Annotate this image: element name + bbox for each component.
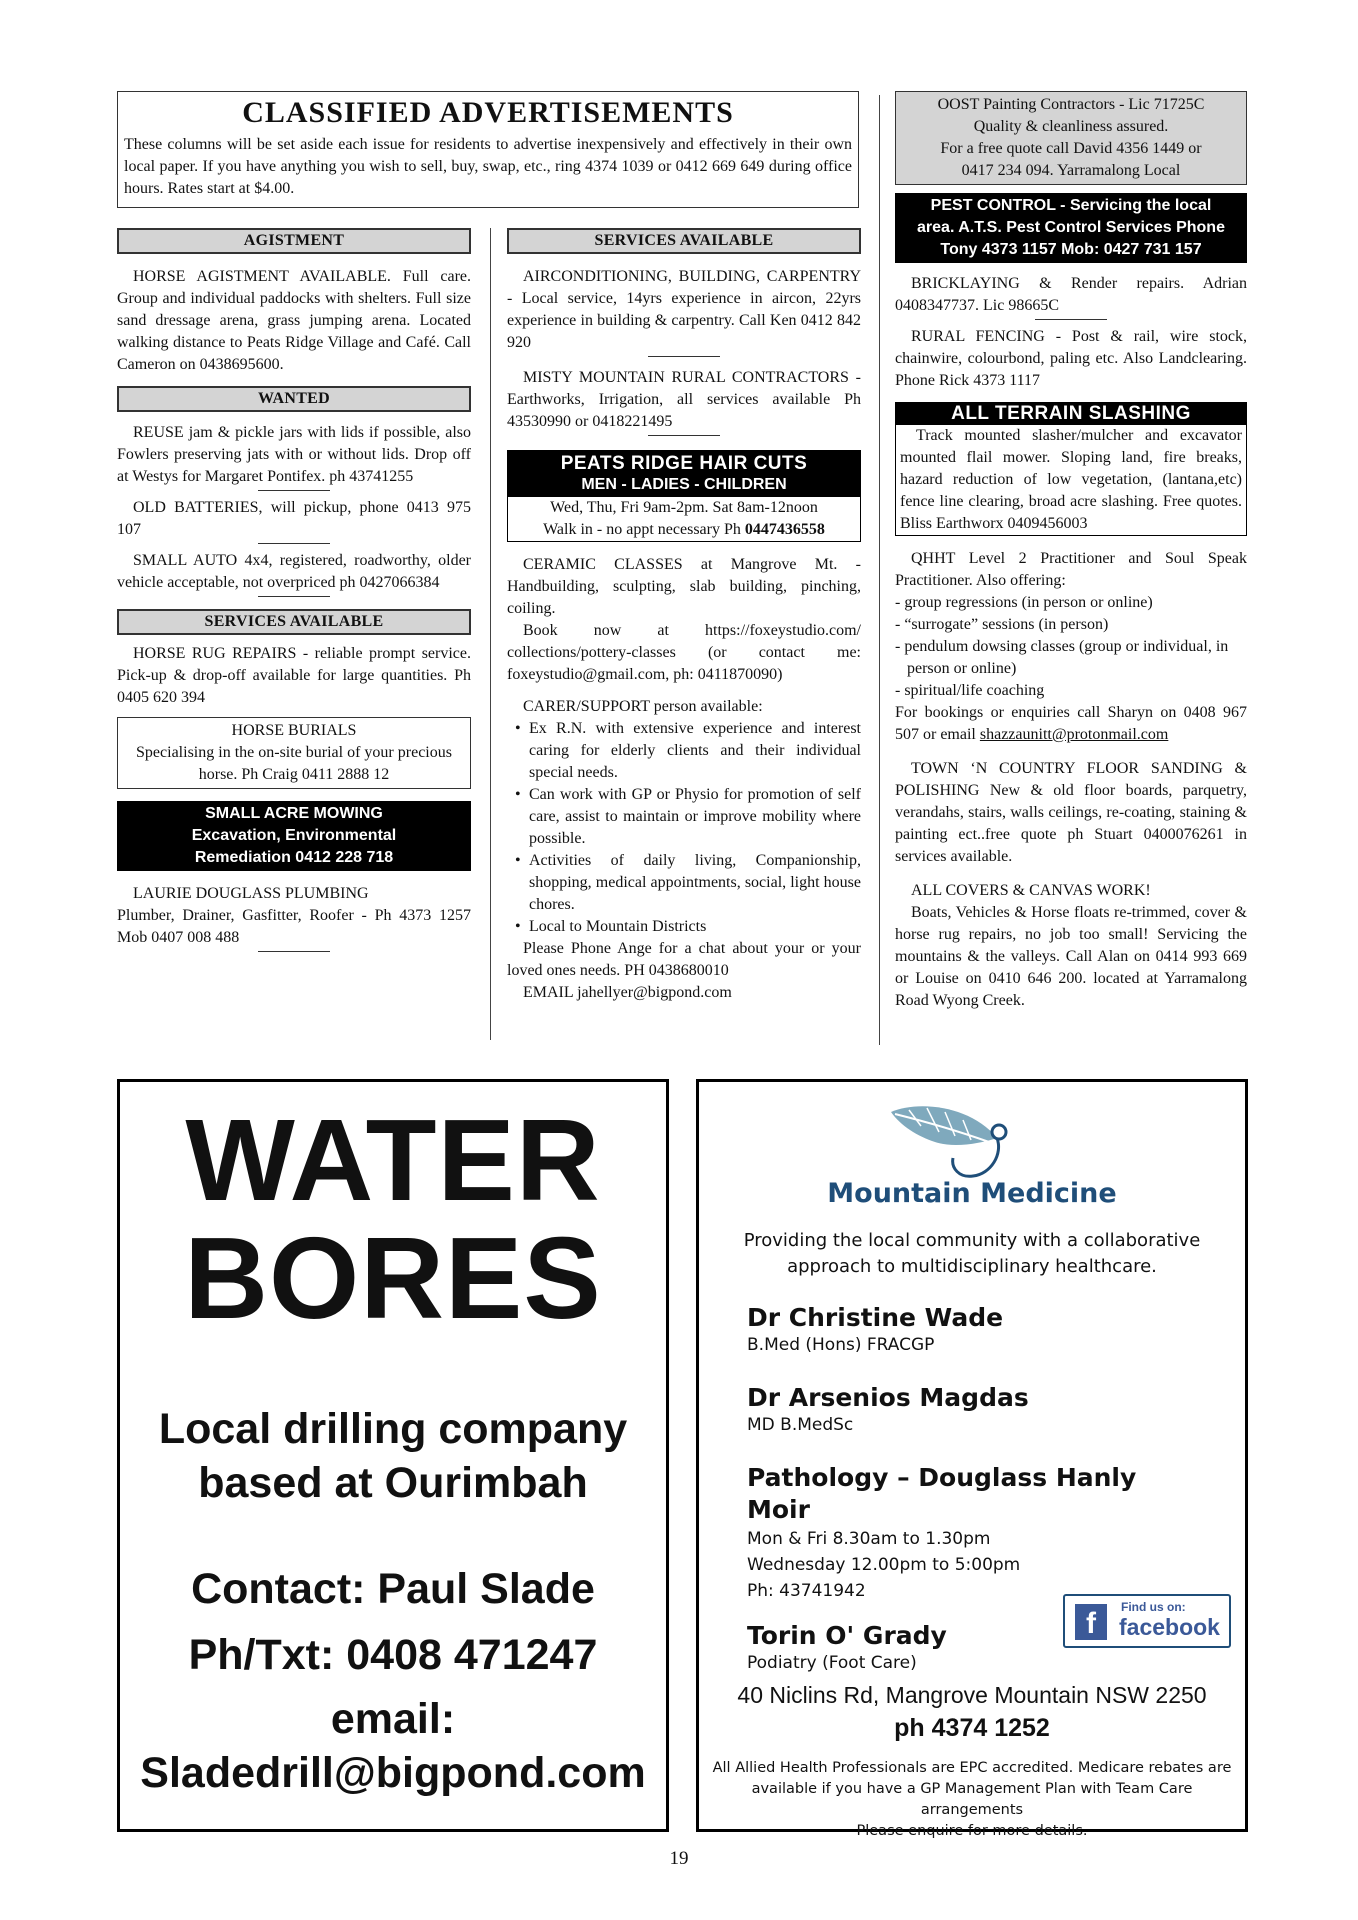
pathology-phone: Ph: 43741942 <box>747 1581 866 1601</box>
water-bores-contact: Contact: Paul Slade <box>191 1565 595 1613</box>
pest-line-1: PEST CONTROL - Servicing the local <box>930 197 1212 214</box>
aircon-ad: AIRCONDITIONING, BUILDING, CARPENTRY - Local service, 14yrs experience in aircon, 22yrs experience in building & carpentry. Call Ken 0412 842 920 <box>507 268 861 351</box>
qhht-email[interactable]: shazzaunitt@protonmail.com <box>979 726 1169 743</box>
slashing-text: Track mounted slasher/mulcher and excavator mounted flail mower. Sloping land, fire breaks, hazard reduction of low vegetation, (lantana,etc) fence line clearing, broad acre slashing. Free quotes. Bliss Earthworx 0409456003 <box>900 427 1242 532</box>
ceramic-ad: CERAMIC CLASSES at Mangrove Mt. - Handbuilding, sculpting, slab building, pinching, coiling. <box>507 556 861 617</box>
wanted-ad-batteries: OLD BATTERIES, will pickup, phone 0413 975 107 <box>117 499 471 538</box>
pathology-hours-2: Wednesday 12.00pm to 5:00pm <box>747 1555 1021 1575</box>
covers-title: ALL COVERS & CANVAS WORK! <box>911 882 1151 899</box>
horse-burials-box <box>117 717 471 789</box>
water-bores-line-1: Local drilling company <box>158 1405 628 1453</box>
carer-phone: Please Phone Ange for a chat about your or your loved ones needs. PH 0438680010 <box>507 940 861 979</box>
mountain-medicine-tagline <box>699 1228 1245 1280</box>
carer-email: EMAIL jahellyer@bigpond.com <box>523 984 732 1001</box>
list-item: • Activities of daily living, Companionship, shopping, medical appointments, social, light house chores. <box>529 850 861 916</box>
water-bores-email: Sladedrill@bigpond.com <box>140 1749 646 1797</box>
medicine-phone: ph 4374 1252 <box>894 1714 1050 1742</box>
footer-line-3: Please enquire for more details. <box>856 1823 1088 1839</box>
classified-title: CLASSIFIED ADVERTISEMENTS <box>242 96 734 129</box>
list-item: • Local to Mountain Districts <box>529 916 861 938</box>
hair-cuts-phone: 0447436558 <box>744 521 825 538</box>
footer-line-1: All Allied Health Professionals are EPC accredited. Medicare rebates are <box>712 1760 1232 1776</box>
wanted-ad-jars: REUSE jam & pickle jars with lids if possible, also Fowlers preserving jats with or without lids. Drop off at Westys for Margaret Pontifex. ph 43741255 <box>117 424 471 485</box>
plumbing-title: LAURIE DOUGLASS PLUMBING <box>133 885 369 902</box>
services-header-col2: SERVICES AVAILABLE <box>507 228 861 254</box>
carer-list <box>507 718 861 938</box>
hair-cuts-subtitle: MEN - LADIES - CHILDREN <box>581 476 787 493</box>
mowing-line-3: Remediation 0412 228 718 <box>194 849 394 866</box>
oost-line-3: For a free quote call David 4356 1449 or <box>940 140 1202 157</box>
misty-mountain-ad: MISTY MOUNTAIN RURAL CONTRACTORS - Earthworks, Irrigation, all services available Ph 43530990 or 0418221495 <box>507 369 861 430</box>
oost-line-4: 0417 234 094. Yarramalong Local <box>961 162 1181 179</box>
list-item: - pendulum dowsing classes (group or individual, in person or online) <box>895 638 1229 677</box>
dr1-quals: B.Med (Hons) FRACGP <box>747 1335 935 1355</box>
medicine-address: 40 Niclins Rd, Mangrove Mountain NSW 2250 <box>737 1682 1207 1708</box>
bricklaying-ad: BRICKLAYING & Render repairs. Adrian 0408347737. Lic 98665C <box>895 275 1247 314</box>
column-divider-2 <box>879 95 880 1045</box>
qhht-contact-text: For bookings or enquiries call Sharyn on 0408 967 507 or email <box>895 704 1247 743</box>
water-bores-email-label: email: <box>330 1695 456 1743</box>
hair-cuts-title: PEATS RIDGE HAIR CUTS <box>560 453 808 474</box>
covers-text: Boats, Vehicles & Horse floats re-trimmed, cover & horse rug repairs, no job too small! Servicing the mountains & the valleys. Call Alan on 0414 993 669 or Louise on 0410 646 200. located at Yarramalong Road Wyong Creek. <box>895 904 1247 1009</box>
water-bores-line-2: based at Ourimbah <box>198 1459 588 1507</box>
list-item: - spiritual/life coaching <box>895 682 1045 699</box>
slashing-ad <box>895 402 1247 536</box>
column-1 <box>117 228 471 958</box>
classified-intro: These columns will be set aside each issue for residents to advertise inexpensively and effectively in their own local paper. If you have anything you wish to sell, buy, swap, etc., ring 4374 1039 or 0412 669 649 during office hours. Rates start at $4.00. <box>124 136 852 197</box>
facebook-find-us: Find us on: <box>1121 1600 1186 1614</box>
separator <box>1035 319 1107 320</box>
mowing-line-1: SMALL ACRE MOWING <box>205 805 383 822</box>
list-item: • Can work with GP or Physio for promotion of self care, assist to maintain or improve mobility where possible. <box>529 784 861 850</box>
column-divider-1 <box>490 228 491 1040</box>
slashing-title: ALL TERRAIN SLASHING <box>896 403 1246 425</box>
medicine-footer <box>699 1758 1245 1842</box>
separator <box>258 543 330 544</box>
separator <box>258 596 330 597</box>
horse-burials-text: Specialising in the on-site burial of your precious horse. Ph Craig 0411 2888 12 <box>136 744 452 783</box>
mountain-medicine-brand: Mountain Medicine <box>827 1178 1117 1209</box>
pest-control-ad <box>895 193 1247 263</box>
mowing-ad <box>117 801 471 871</box>
hair-cuts-hours: Wed, Thu, Fri 9am-2pm. Sat 8am-12noon <box>550 499 818 516</box>
mountain-medicine-ad <box>696 1079 1248 1839</box>
rug-repairs-ad: HORSE RUG REPAIRS - reliable prompt service. Pick-up & drop-off available for large quantities. Ph 0405 620 394 <box>117 645 471 706</box>
water-bores-headline-2: BORES <box>184 1213 602 1343</box>
qhht-contact <box>895 702 1247 746</box>
dr2-name: Dr Arsenios Magdas <box>747 1383 1029 1412</box>
facebook-f-icon: f <box>1075 1604 1107 1640</box>
agistment-ad: HORSE AGISTMENT AVAILABLE. Full care. Group and individual paddocks with shelters. Full size sand dressage arena, grass jumping arena. Located walking distance to Peats Ridge Village and Café. Call Cameron on 0438695600. <box>117 268 471 373</box>
list-item: - group regressions (in person or online) <box>895 594 1153 611</box>
pest-line-2: area. A.T.S. Pest Control Services Phone <box>917 219 1225 236</box>
qhht-intro: QHHT Level 2 Practitioner and Soul Speak Practitioner. Also offering: <box>895 550 1247 589</box>
carer-intro: CARER/SUPPORT person available: <box>523 698 763 715</box>
podiatry-name: Torin O' Grady <box>747 1621 947 1650</box>
pathology-name: Pathology – Douglass Hanly Moir <box>747 1463 1137 1524</box>
oost-line-1: OOST Painting Contractors - Lic 71725C <box>937 96 1205 113</box>
column-2 <box>507 228 861 1004</box>
agistment-header: AGISTMENT <box>117 228 471 254</box>
fencing-ad: RURAL FENCING - Post & rail, wire stock, chainwire, colourbond, paling etc. Also Landclearing. Phone Rick 4373 1117 <box>895 328 1247 389</box>
plumbing-text: Plumber, Drainer, Gasfitter, Roofer - Ph 4373 1257 Mob 0407 008 488 <box>117 907 471 946</box>
facebook-wordmark: facebook <box>1119 1614 1220 1640</box>
list-item: - “surrogate” sessions (in person) <box>895 616 1109 633</box>
oost-line-2: Quality & cleanliness assured. <box>973 118 1169 135</box>
list-item: • Ex R.N. with extensive experience and interest caring for elderly clients and their individual special needs. <box>529 718 861 784</box>
hair-cuts-ad <box>507 450 861 542</box>
mountain-medicine-logo-icon <box>879 1092 1019 1188</box>
tagline-line-1: Providing the local community with a collaborative <box>743 1230 1201 1251</box>
oost-painting-ad <box>895 91 1247 185</box>
water-bores-ad <box>117 1079 669 1832</box>
qhht-list <box>895 592 1247 702</box>
hair-cuts-walkin-text: Walk in - no appt necessary Ph <box>543 521 745 538</box>
water-bores-headline-1: WATER <box>185 1095 601 1225</box>
podiatry-desc: Podiatry (Foot Care) <box>747 1653 917 1673</box>
wanted-ad-auto: SMALL AUTO 4x4, registered, roadworthy, older vehicle acceptable, not overpriced ph 0427066384 <box>117 552 471 591</box>
pest-line-3: Tony 4373 1157 Mob: 0427 731 157 <box>940 241 1202 258</box>
separator <box>648 356 720 357</box>
dr1-name: Dr Christine Wade <box>747 1303 1004 1332</box>
wanted-header: WANTED <box>117 386 471 412</box>
facebook-badge[interactable] <box>1063 1594 1231 1648</box>
separator <box>258 490 330 491</box>
water-bores-phone: Ph/Txt: 0408 471247 <box>188 1631 598 1679</box>
pathology-hours-1: Mon & Fri 8.30am to 1.30pm <box>747 1529 991 1549</box>
column-3 <box>895 91 1247 1012</box>
hair-cuts-walkin <box>508 519 860 541</box>
services-header-col1: SERVICES AVAILABLE <box>117 609 471 635</box>
page-number: 19 <box>669 1848 689 1869</box>
classified-header-box <box>117 91 859 208</box>
ceramic-booking: Book now at https://foxeystudio.com/ collections/pottery-classes (or contact me: foxeystudio@gmail.com, ph: 0411870090) <box>507 622 861 683</box>
separator <box>258 951 330 952</box>
mowing-line-2: Excavation, Environmental <box>191 827 397 844</box>
dr2-quals: MD B.MedSc <box>747 1415 854 1435</box>
floor-sanding-ad: TOWN ‘N COUNTRY FLOOR SANDING & POLISHING New & old floor boards, parquetry, verandahs, stairs, walls ceilings, re-coating, staining & painting ect..free quote ph Stuart 0400076261 in services available. <box>895 760 1247 865</box>
tagline-line-2: approach to multidisciplinary healthcare. <box>787 1256 1157 1277</box>
footer-line-2: available if you have a GP Management Plan with Team Care arrangements <box>751 1781 1193 1818</box>
horse-burials-title: HORSE BURIALS <box>231 722 357 739</box>
separator <box>648 435 720 436</box>
